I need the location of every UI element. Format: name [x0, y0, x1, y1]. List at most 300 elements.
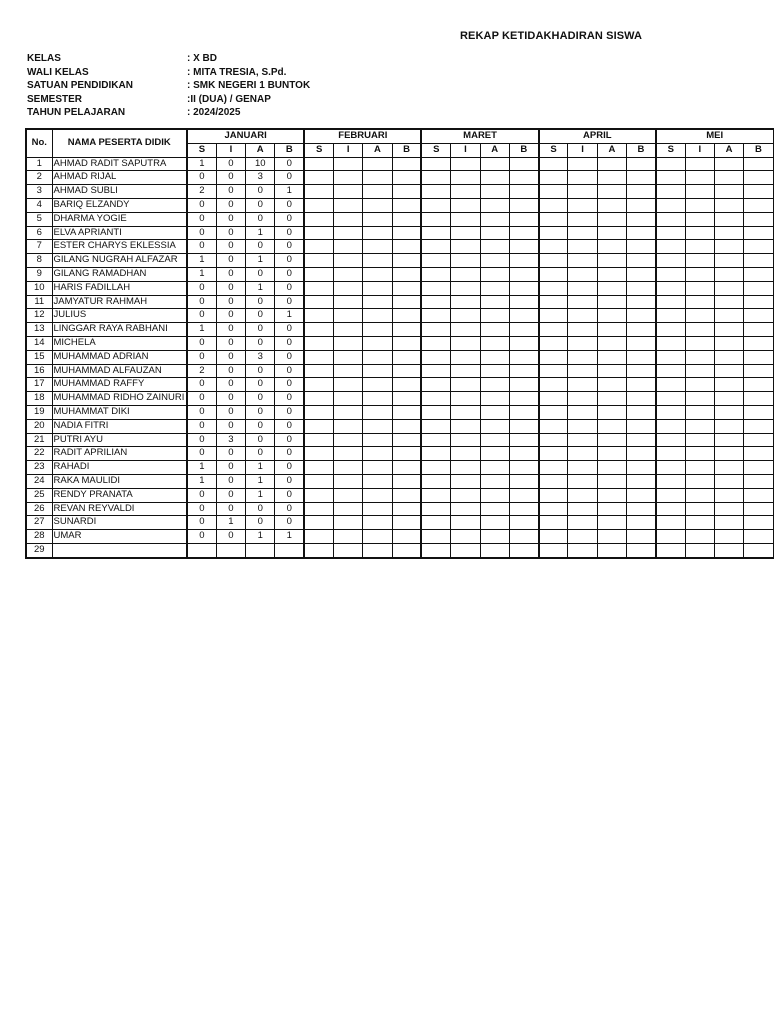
attendance-cell: 0 [246, 364, 275, 378]
attendance-cell [480, 474, 509, 488]
attendance-cell [392, 309, 421, 323]
attendance-cell [539, 502, 568, 516]
attendance-cell [509, 461, 538, 475]
attendance-cell [363, 185, 392, 199]
attendance-cell [685, 350, 714, 364]
attendance-cell [304, 543, 333, 557]
table-row [26, 212, 773, 226]
attendance-cell [421, 461, 450, 475]
attendance-cell: 0 [187, 309, 216, 323]
attendance-cell [363, 488, 392, 502]
attendance-cell [656, 405, 685, 419]
attendance-cell: 0 [187, 530, 216, 544]
attendance-cell [392, 267, 421, 281]
attendance-cell: 1 [275, 530, 304, 544]
attendance-cell [568, 364, 597, 378]
attendance-cell [568, 157, 597, 171]
table-row [26, 281, 773, 295]
attendance-cell [685, 419, 714, 433]
attendance-cell [714, 405, 743, 419]
attendance-cell [304, 378, 333, 392]
row-number: 12 [26, 309, 52, 323]
attendance-cell [304, 405, 333, 419]
row-number: 13 [26, 323, 52, 337]
attendance-cell [363, 281, 392, 295]
attendance-cell [597, 405, 626, 419]
student-name: MUHAMMAD RAFFY [52, 378, 187, 392]
attendance-cell: 1 [187, 474, 216, 488]
attendance-cell [334, 185, 363, 199]
attendance-cell [714, 185, 743, 199]
attendance-cell [451, 543, 480, 557]
attendance-cell [304, 212, 333, 226]
row-number: 3 [26, 185, 52, 199]
row-number: 28 [26, 530, 52, 544]
table-row [26, 267, 773, 281]
attendance-cell [656, 254, 685, 268]
attendance-cell: 0 [187, 433, 216, 447]
attendance-cell [392, 502, 421, 516]
attendance-cell [334, 323, 363, 337]
table-row [26, 433, 773, 447]
attendance-cell [597, 378, 626, 392]
attendance-cell [304, 461, 333, 475]
attendance-cell: 1 [246, 281, 275, 295]
attendance-cell [392, 405, 421, 419]
attendance-cell [539, 185, 568, 199]
attendance-cell [392, 295, 421, 309]
attendance-cell [392, 185, 421, 199]
attendance-cell [627, 267, 656, 281]
table-row [26, 447, 773, 461]
attendance-cell [656, 392, 685, 406]
attendance-cell [597, 171, 626, 185]
attendance-cell [304, 502, 333, 516]
attendance-cell [627, 323, 656, 337]
attendance-cell [714, 364, 743, 378]
attendance-cell [451, 198, 480, 212]
info-label: SEMESTER [27, 93, 83, 105]
attendance-cell: 1 [216, 516, 245, 530]
info-label: KELAS [27, 53, 61, 64]
attendance-cell [480, 364, 509, 378]
attendance-cell [539, 240, 568, 254]
attendance-cell [714, 254, 743, 268]
attendance-cell [480, 171, 509, 185]
attendance-cell [451, 447, 480, 461]
code-header: B [627, 143, 656, 157]
student-name: RADIT APRILIAN [52, 447, 187, 461]
attendance-cell [363, 157, 392, 171]
attendance-cell [597, 543, 626, 557]
attendance-cell: 0 [275, 350, 304, 364]
attendance-cell [744, 212, 773, 226]
attendance-cell [334, 212, 363, 226]
class-info [27, 52, 310, 120]
student-name [52, 543, 187, 557]
attendance-cell [539, 295, 568, 309]
attendance-cell: 0 [187, 212, 216, 226]
attendance-cell [480, 212, 509, 226]
attendance-cell [627, 185, 656, 199]
attendance-cell: 0 [187, 171, 216, 185]
attendance-cell: 0 [275, 198, 304, 212]
attendance-cell [509, 474, 538, 488]
attendance-cell [363, 405, 392, 419]
attendance-cell [421, 185, 450, 199]
attendance-cell: 0 [275, 378, 304, 392]
attendance-cell [627, 212, 656, 226]
attendance-cell [363, 240, 392, 254]
attendance-cell: 0 [216, 281, 245, 295]
attendance-cell [363, 516, 392, 530]
attendance-cell [363, 502, 392, 516]
row-number: 23 [26, 461, 52, 475]
attendance-cell [451, 336, 480, 350]
attendance-cell [627, 419, 656, 433]
attendance-cell [627, 488, 656, 502]
attendance-cell [480, 516, 509, 530]
attendance-cell [714, 198, 743, 212]
attendance-cell [597, 212, 626, 226]
attendance-cell [363, 392, 392, 406]
attendance-cell [451, 185, 480, 199]
attendance-cell [627, 461, 656, 475]
code-header: B [392, 143, 421, 157]
attendance-cell [539, 392, 568, 406]
attendance-cell [714, 212, 743, 226]
info-value: :II (DUA) / GENAP [187, 93, 271, 105]
attendance-cell [480, 461, 509, 475]
attendance-cell [597, 474, 626, 488]
attendance-cell [421, 267, 450, 281]
attendance-cell [714, 378, 743, 392]
code-header: I [334, 143, 363, 157]
attendance-cell [744, 198, 773, 212]
row-number: 5 [26, 212, 52, 226]
attendance-cell [334, 240, 363, 254]
attendance-cell [714, 447, 743, 461]
attendance-cell [421, 226, 450, 240]
attendance-cell [392, 226, 421, 240]
attendance-cell [392, 419, 421, 433]
attendance-cell [334, 198, 363, 212]
attendance-cell [334, 171, 363, 185]
attendance-cell [363, 226, 392, 240]
attendance-cell [451, 240, 480, 254]
attendance-cell [392, 323, 421, 337]
attendance-cell [627, 309, 656, 323]
attendance-cell [509, 267, 538, 281]
attendance-cell [509, 212, 538, 226]
attendance-cell [334, 530, 363, 544]
attendance-cell [480, 502, 509, 516]
attendance-cell: 0 [246, 447, 275, 461]
table-row [26, 336, 773, 350]
attendance-cell [451, 281, 480, 295]
row-number: 4 [26, 198, 52, 212]
attendance-cell [451, 157, 480, 171]
attendance-cell [451, 405, 480, 419]
attendance-cell: 0 [246, 323, 275, 337]
attendance-cell [480, 378, 509, 392]
attendance-cell [568, 336, 597, 350]
attendance-cell [714, 530, 743, 544]
attendance-cell [509, 240, 538, 254]
attendance-cell [421, 254, 450, 268]
attendance-cell [568, 516, 597, 530]
attendance-cell: 3 [246, 350, 275, 364]
student-name: PUTRI AYU [52, 433, 187, 447]
attendance-cell: 0 [246, 240, 275, 254]
attendance-cell: 0 [216, 226, 245, 240]
attendance-cell [656, 474, 685, 488]
attendance-cell [304, 198, 333, 212]
attendance-cell [627, 295, 656, 309]
attendance-cell [480, 488, 509, 502]
attendance-cell [421, 433, 450, 447]
attendance-cell [744, 185, 773, 199]
attendance-cell [568, 254, 597, 268]
attendance-cell [509, 516, 538, 530]
attendance-cell [627, 516, 656, 530]
attendance-cell [744, 488, 773, 502]
attendance-cell [480, 350, 509, 364]
attendance-cell [304, 295, 333, 309]
attendance-cell [744, 323, 773, 337]
attendance-cell [568, 378, 597, 392]
attendance-cell [334, 474, 363, 488]
attendance-cell [363, 530, 392, 544]
attendance-cell [685, 240, 714, 254]
attendance-cell [539, 530, 568, 544]
student-name: JULIUS [52, 309, 187, 323]
attendance-cell [539, 157, 568, 171]
student-name: HARIS FADILLAH [52, 281, 187, 295]
attendance-cell [363, 461, 392, 475]
attendance-table [25, 128, 774, 559]
attendance-cell [480, 419, 509, 433]
attendance-cell [334, 392, 363, 406]
attendance-cell [714, 267, 743, 281]
student-name: BARIQ ELZANDY [52, 198, 187, 212]
attendance-cell [744, 309, 773, 323]
attendance-cell: 0 [275, 171, 304, 185]
attendance-cell [627, 433, 656, 447]
attendance-cell [714, 171, 743, 185]
table-row [26, 378, 773, 392]
code-header: I [568, 143, 597, 157]
attendance-cell: 1 [187, 157, 216, 171]
attendance-cell [363, 171, 392, 185]
attendance-cell [627, 198, 656, 212]
row-number: 9 [26, 267, 52, 281]
attendance-cell [480, 447, 509, 461]
attendance-cell [685, 212, 714, 226]
attendance-cell [685, 474, 714, 488]
attendance-cell [392, 474, 421, 488]
info-value: : X BD [187, 53, 217, 64]
attendance-cell: 0 [275, 267, 304, 281]
attendance-cell [480, 392, 509, 406]
attendance-cell [480, 405, 509, 419]
attendance-cell [421, 212, 450, 226]
student-name: GILANG NUGRAH ALFAZAR [52, 254, 187, 268]
attendance-cell [304, 267, 333, 281]
attendance-cell [539, 488, 568, 502]
attendance-cell [539, 350, 568, 364]
attendance-cell [421, 378, 450, 392]
attendance-cell [568, 309, 597, 323]
attendance-cell: 0 [216, 309, 245, 323]
attendance-cell: 0 [275, 364, 304, 378]
attendance-cell [480, 309, 509, 323]
attendance-cell [627, 405, 656, 419]
student-name: MICHELA [52, 336, 187, 350]
attendance-cell [744, 378, 773, 392]
attendance-cell [744, 267, 773, 281]
student-name: NADIA FITRI [52, 419, 187, 433]
attendance-cell [509, 157, 538, 171]
row-number: 6 [26, 226, 52, 240]
code-header: S [304, 143, 333, 157]
attendance-cell [334, 516, 363, 530]
attendance-cell [597, 226, 626, 240]
table-row [26, 530, 773, 544]
attendance-cell [656, 267, 685, 281]
info-row [27, 79, 310, 93]
attendance-cell [334, 267, 363, 281]
attendance-cell [714, 543, 743, 557]
attendance-cell [597, 461, 626, 475]
row-number: 2 [26, 171, 52, 185]
attendance-cell: 3 [246, 171, 275, 185]
attendance-cell [480, 185, 509, 199]
attendance-cell [714, 350, 743, 364]
student-name: RENDY PRANATA [52, 488, 187, 502]
attendance-cell [363, 364, 392, 378]
attendance-cell: 0 [187, 198, 216, 212]
attendance-cell [568, 226, 597, 240]
student-name: REVAN REYVALDI [52, 502, 187, 516]
attendance-cell [627, 240, 656, 254]
attendance-cell: 0 [275, 226, 304, 240]
attendance-cell [392, 212, 421, 226]
code-header: A [714, 143, 743, 157]
attendance-cell: 0 [187, 226, 216, 240]
attendance-cell [714, 323, 743, 337]
attendance-cell [421, 309, 450, 323]
attendance-cell [392, 447, 421, 461]
attendance-cell [744, 171, 773, 185]
attendance-cell [568, 323, 597, 337]
code-header: S [421, 143, 450, 157]
attendance-cell [627, 157, 656, 171]
month-header: MEI [656, 129, 773, 143]
code-header: I [451, 143, 480, 157]
table-row [26, 240, 773, 254]
attendance-cell [304, 323, 333, 337]
attendance-cell [509, 281, 538, 295]
row-number: 22 [26, 447, 52, 461]
attendance-cell [744, 295, 773, 309]
attendance-cell [451, 516, 480, 530]
row-number: 15 [26, 350, 52, 364]
attendance-cell [421, 281, 450, 295]
attendance-cell [392, 461, 421, 475]
attendance-cell [539, 433, 568, 447]
info-value: : MITA TRESIA, S.Pd. [187, 66, 287, 78]
row-number: 14 [26, 336, 52, 350]
attendance-cell [656, 419, 685, 433]
attendance-cell: 0 [275, 502, 304, 516]
attendance-cell [421, 364, 450, 378]
attendance-cell [597, 419, 626, 433]
attendance-cell [480, 323, 509, 337]
attendance-cell: 0 [275, 157, 304, 171]
code-header: A [363, 143, 392, 157]
attendance-cell: 0 [187, 488, 216, 502]
attendance-cell [363, 543, 392, 557]
attendance-cell [539, 405, 568, 419]
attendance-cell [627, 226, 656, 240]
attendance-cell [685, 336, 714, 350]
attendance-cell: 0 [187, 336, 216, 350]
attendance-cell [714, 295, 743, 309]
table-row [26, 543, 773, 557]
attendance-cell [421, 516, 450, 530]
attendance-cell [334, 295, 363, 309]
attendance-cell [509, 226, 538, 240]
table-row [26, 405, 773, 419]
code-header: A [480, 143, 509, 157]
attendance-cell [539, 378, 568, 392]
attendance-cell [685, 378, 714, 392]
attendance-cell [334, 281, 363, 295]
attendance-cell [421, 336, 450, 350]
month-header: APRIL [539, 129, 656, 143]
row-number: 26 [26, 502, 52, 516]
attendance-cell [744, 461, 773, 475]
attendance-cell [597, 281, 626, 295]
attendance-cell: 0 [246, 433, 275, 447]
attendance-cell [451, 502, 480, 516]
code-header: A [246, 143, 275, 157]
attendance-cell [187, 543, 216, 557]
info-value: : SMK NEGERI 1 BUNTOK [187, 80, 311, 91]
attendance-cell [480, 254, 509, 268]
attendance-cell [656, 488, 685, 502]
attendance-cell [568, 392, 597, 406]
attendance-cell: 0 [246, 405, 275, 419]
attendance-cell [304, 474, 333, 488]
attendance-cell [421, 392, 450, 406]
attendance-cell [568, 405, 597, 419]
attendance-cell [656, 433, 685, 447]
attendance-cell [685, 364, 714, 378]
attendance-cell [744, 350, 773, 364]
student-name: LINGGAR RAYA RABHANI [52, 323, 187, 337]
attendance-cell [480, 157, 509, 171]
code-header: S [656, 143, 685, 157]
row-number: 21 [26, 433, 52, 447]
attendance-cell [392, 157, 421, 171]
attendance-cell [744, 516, 773, 530]
attendance-cell [421, 350, 450, 364]
info-label: SATUAN PENDIDIKAN [27, 80, 133, 91]
attendance-cell [597, 364, 626, 378]
attendance-cell [568, 240, 597, 254]
